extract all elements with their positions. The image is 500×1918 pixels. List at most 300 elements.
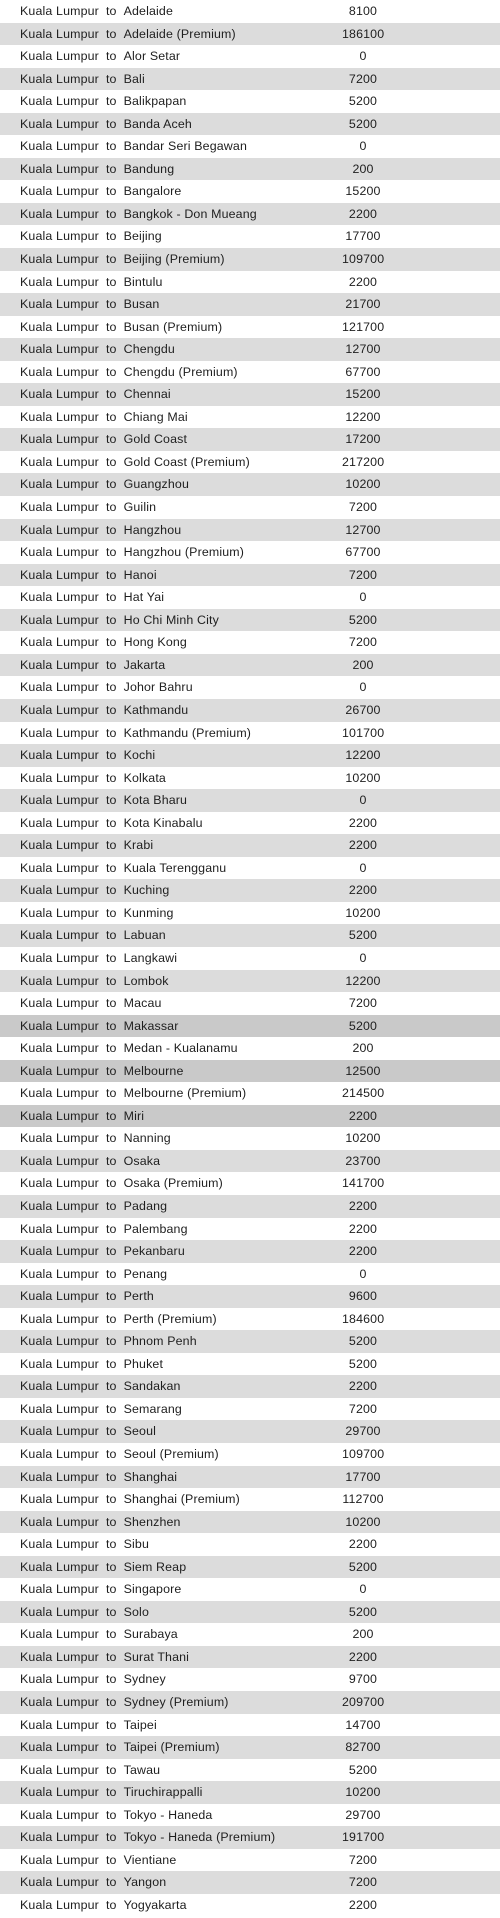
route-cell xyxy=(0,473,342,496)
value-cell: 17700 xyxy=(345,229,381,244)
value-cell: 10200 xyxy=(345,1785,381,1800)
origin-city: Kuala Lumpur xyxy=(20,94,99,109)
origin-city: Kuala Lumpur xyxy=(20,815,99,830)
route-cell xyxy=(0,316,342,339)
origin-city: Kuala Lumpur xyxy=(20,1176,99,1191)
destination-city: Beijing xyxy=(123,229,162,244)
route-cell xyxy=(0,519,342,542)
route-connector: to xyxy=(105,139,117,154)
table-row xyxy=(0,1353,500,1376)
destination-city: Chengdu (Premium) xyxy=(123,364,238,379)
route-cell xyxy=(0,1375,342,1398)
route-connector: to xyxy=(105,793,117,808)
table-row xyxy=(0,1398,500,1421)
destination-city: Busan (Premium) xyxy=(123,319,223,334)
route-connector: to xyxy=(105,1559,117,1574)
destination-city: Kathmandu xyxy=(123,702,189,717)
table-row xyxy=(0,496,500,519)
destination-city: Perth xyxy=(123,1289,154,1304)
table-row xyxy=(0,1082,500,1105)
origin-city: Kuala Lumpur xyxy=(20,770,99,785)
origin-city: Kuala Lumpur xyxy=(20,590,99,605)
destination-city: Singapore xyxy=(123,1582,182,1597)
route-cell xyxy=(0,1060,342,1083)
origin-city: Kuala Lumpur xyxy=(20,297,99,312)
destination-city: Chengdu xyxy=(123,342,175,357)
value-cell: 112700 xyxy=(342,1492,384,1507)
origin-city: Kuala Lumpur xyxy=(20,1740,99,1755)
origin-city: Kuala Lumpur xyxy=(20,1830,99,1845)
route-connector: to xyxy=(105,432,117,447)
route-cell xyxy=(0,1668,342,1691)
destination-city: Sibu xyxy=(123,1537,149,1552)
route-connector: to xyxy=(105,1695,117,1710)
value-cell: 101700 xyxy=(342,725,385,740)
table-row xyxy=(0,0,500,23)
value-cell: 5200 xyxy=(348,116,378,131)
origin-city: Kuala Lumpur xyxy=(20,1627,99,1642)
table-row xyxy=(0,1623,500,1646)
destination-city: Taipei xyxy=(123,1717,157,1732)
destination-city: Melbourne (Premium) xyxy=(123,1086,247,1101)
value-cell: 5200 xyxy=(348,1762,378,1777)
route-connector: to xyxy=(105,71,117,86)
route-cell xyxy=(0,654,342,677)
route-cell xyxy=(0,1082,342,1105)
table-row xyxy=(0,1488,500,1511)
table-row xyxy=(0,23,500,46)
destination-city: Hanoi xyxy=(123,567,157,582)
table-row xyxy=(0,1668,500,1691)
value-cell: 2200 xyxy=(348,1897,378,1912)
destination-city: Osaka (Premium) xyxy=(123,1176,223,1191)
table-row xyxy=(0,338,500,361)
origin-city: Kuala Lumpur xyxy=(20,252,99,267)
destination-city: Kota Kinabalu xyxy=(123,815,203,830)
route-cell xyxy=(0,271,342,294)
origin-city: Kuala Lumpur xyxy=(20,1672,99,1687)
table-row xyxy=(0,1871,500,1894)
table-row xyxy=(0,1060,500,1083)
route-connector: to xyxy=(105,1289,117,1304)
destination-city: Kuala Terengganu xyxy=(123,860,227,875)
route-connector: to xyxy=(105,1041,117,1056)
value-cell: 0 xyxy=(359,680,367,695)
route-cell xyxy=(0,1172,342,1195)
table-row xyxy=(0,834,500,857)
value-cell: 7200 xyxy=(348,567,378,582)
destination-city: Hong Kong xyxy=(123,635,187,650)
origin-city: Kuala Lumpur xyxy=(20,1514,99,1529)
value-cell: 12200 xyxy=(345,973,381,988)
destination-city: Nanning xyxy=(123,1131,171,1146)
value-cell: 10200 xyxy=(345,1514,381,1529)
route-connector: to xyxy=(105,1244,117,1259)
destination-city: Hat Yai xyxy=(123,590,165,605)
origin-city: Kuala Lumpur xyxy=(20,49,99,64)
origin-city: Kuala Lumpur xyxy=(20,500,99,515)
route-cell xyxy=(0,158,342,181)
route-cell xyxy=(0,1804,342,1827)
value-cell: 200 xyxy=(352,657,374,672)
value-cell: 200 xyxy=(352,1041,374,1056)
table-row xyxy=(0,1511,500,1534)
route-cell xyxy=(0,293,342,316)
table-row xyxy=(0,1443,500,1466)
value-cell: 5200 xyxy=(348,612,378,627)
value-cell: 0 xyxy=(359,950,367,965)
value-cell: 23700 xyxy=(345,1153,381,1168)
origin-city: Kuala Lumpur xyxy=(20,1334,99,1349)
route-connector: to xyxy=(105,635,117,650)
value-cell: 2200 xyxy=(348,1221,378,1236)
route-cell xyxy=(0,0,342,23)
route-cell xyxy=(0,992,342,1015)
value-cell: 5200 xyxy=(348,94,378,109)
table-row xyxy=(0,519,500,542)
table-row xyxy=(0,1172,500,1195)
origin-city: Kuala Lumpur xyxy=(20,26,99,41)
route-cell xyxy=(0,1150,342,1173)
origin-city: Kuala Lumpur xyxy=(20,1717,99,1732)
route-cell xyxy=(0,90,342,113)
route-cell xyxy=(0,23,342,46)
table-row xyxy=(0,992,500,1015)
value-cell: 9700 xyxy=(348,1672,378,1687)
value-cell: 5200 xyxy=(348,928,378,943)
destination-city: Taipei (Premium) xyxy=(123,1740,220,1755)
route-connector: to xyxy=(105,1153,117,1168)
table-row xyxy=(0,744,500,767)
table-row xyxy=(0,812,500,835)
destination-city: Palembang xyxy=(123,1221,188,1236)
destination-city: Bangalore xyxy=(123,184,182,199)
value-cell: 2200 xyxy=(348,1108,378,1123)
route-cell xyxy=(0,1353,342,1376)
value-cell: 0 xyxy=(359,1266,367,1281)
origin-city: Kuala Lumpur xyxy=(20,409,99,424)
value-cell: 21700 xyxy=(345,297,381,312)
value-cell: 10200 xyxy=(345,477,381,492)
origin-city: Kuala Lumpur xyxy=(20,184,99,199)
route-cell xyxy=(0,406,342,429)
table-row xyxy=(0,789,500,812)
value-cell: 0 xyxy=(359,860,367,875)
route-connector: to xyxy=(105,1740,117,1755)
origin-city: Kuala Lumpur xyxy=(20,928,99,943)
destination-city: Adelaide (Premium) xyxy=(123,26,236,41)
value-cell: 2200 xyxy=(348,815,378,830)
table-row xyxy=(0,1308,500,1331)
destination-city: Miri xyxy=(123,1108,145,1123)
route-connector: to xyxy=(105,1176,117,1191)
table-row xyxy=(0,1375,500,1398)
destination-city: Yangon xyxy=(123,1875,167,1890)
destination-city: Shanghai xyxy=(123,1469,178,1484)
destination-city: Melbourne xyxy=(123,1063,184,1078)
destination-city: Perth (Premium) xyxy=(123,1311,217,1326)
origin-city: Kuala Lumpur xyxy=(20,1266,99,1281)
value-cell: 26700 xyxy=(345,702,381,717)
value-cell: 12200 xyxy=(345,748,381,763)
route-connector: to xyxy=(105,567,117,582)
table-row xyxy=(0,654,500,677)
route-connector: to xyxy=(105,1852,117,1867)
destination-city: Medan - Kualanamu xyxy=(123,1041,238,1056)
origin-city: Kuala Lumpur xyxy=(20,364,99,379)
route-cell xyxy=(0,45,342,68)
origin-city: Kuala Lumpur xyxy=(20,860,99,875)
route-connector: to xyxy=(105,161,117,176)
route-cell xyxy=(0,383,342,406)
destination-city: Hangzhou (Premium) xyxy=(123,545,245,560)
route-connector: to xyxy=(105,905,117,920)
route-cell xyxy=(0,924,342,947)
route-connector: to xyxy=(105,612,117,627)
value-cell: 12200 xyxy=(345,409,381,424)
route-connector: to xyxy=(105,1266,117,1281)
route-cell xyxy=(0,1826,342,1849)
route-connector: to xyxy=(105,274,117,289)
route-cell xyxy=(0,699,342,722)
table-row xyxy=(0,428,500,451)
destination-city: Bangkok - Don Mueang xyxy=(123,206,257,221)
destination-city: Bandung xyxy=(123,161,175,176)
route-connector: to xyxy=(105,1830,117,1845)
table-row xyxy=(0,113,500,136)
route-connector: to xyxy=(105,1356,117,1371)
route-cell xyxy=(0,1533,342,1556)
route-connector: to xyxy=(105,996,117,1011)
table-row xyxy=(0,451,500,474)
route-connector: to xyxy=(105,725,117,740)
origin-city: Kuala Lumpur xyxy=(20,1198,99,1213)
origin-city: Kuala Lumpur xyxy=(20,161,99,176)
destination-city: Bandar Seri Begawan xyxy=(123,139,247,154)
table-row xyxy=(0,767,500,790)
route-connector: to xyxy=(105,1604,117,1619)
table-row xyxy=(0,1714,500,1737)
route-cell xyxy=(0,1849,342,1872)
origin-city: Kuala Lumpur xyxy=(20,1379,99,1394)
route-cell xyxy=(0,68,342,91)
origin-city: Kuala Lumpur xyxy=(20,1582,99,1597)
destination-city: Shenzhen xyxy=(123,1514,181,1529)
route-connector: to xyxy=(105,1424,117,1439)
destination-city: Krabi xyxy=(123,838,154,853)
destination-city: Pekanbaru xyxy=(123,1244,185,1259)
route-connector: to xyxy=(105,1514,117,1529)
origin-city: Kuala Lumpur xyxy=(20,274,99,289)
route-connector: to xyxy=(105,883,117,898)
origin-city: Kuala Lumpur xyxy=(20,342,99,357)
route-connector: to xyxy=(105,454,117,469)
value-cell: 141700 xyxy=(342,1176,385,1191)
value-cell: 109700 xyxy=(342,1447,385,1461)
table-row xyxy=(0,1105,500,1128)
destination-city: Penang xyxy=(123,1266,168,1281)
table-row xyxy=(0,1736,500,1759)
route-cell xyxy=(0,1781,342,1804)
destination-city: Osaka xyxy=(123,1153,161,1168)
origin-city: Kuala Lumpur xyxy=(20,522,99,537)
destination-city: Beijing (Premium) xyxy=(123,252,225,267)
route-connector: to xyxy=(105,1717,117,1732)
origin-city: Kuala Lumpur xyxy=(20,680,99,695)
table-row xyxy=(0,1466,500,1489)
value-cell: 2200 xyxy=(348,1244,378,1259)
value-cell: 14700 xyxy=(345,1717,381,1732)
destination-city: Bali xyxy=(123,71,145,86)
table-row xyxy=(0,1150,500,1173)
route-connector: to xyxy=(105,4,117,18)
destination-city: Padang xyxy=(123,1198,168,1213)
route-connector: to xyxy=(105,590,117,605)
value-cell: 29700 xyxy=(345,1807,381,1822)
value-cell: 10200 xyxy=(345,905,381,920)
route-cell xyxy=(0,361,342,384)
route-cell xyxy=(0,428,342,451)
route-cell xyxy=(0,1714,342,1737)
table-row xyxy=(0,1601,500,1624)
value-cell: 121700 xyxy=(342,319,385,334)
table-row xyxy=(0,1691,500,1714)
route-cell xyxy=(0,1240,342,1263)
table-row xyxy=(0,135,500,158)
origin-city: Kuala Lumpur xyxy=(20,229,99,244)
table-row xyxy=(0,1759,500,1782)
origin-city: Kuala Lumpur xyxy=(20,1131,99,1146)
destination-city: Busan xyxy=(123,297,160,312)
value-cell: 2200 xyxy=(348,1649,378,1664)
origin-city: Kuala Lumpur xyxy=(20,635,99,650)
route-connector: to xyxy=(105,116,117,131)
value-cell: 0 xyxy=(359,49,367,64)
route-connector: to xyxy=(105,1108,117,1123)
table-row xyxy=(0,473,500,496)
table-row xyxy=(0,857,500,880)
value-cell: 29700 xyxy=(345,1424,381,1439)
route-connector: to xyxy=(105,860,117,875)
origin-city: Kuala Lumpur xyxy=(20,1041,99,1056)
table-row xyxy=(0,1127,500,1150)
value-cell: 191700 xyxy=(342,1830,385,1845)
route-connector: to xyxy=(105,1379,117,1394)
route-cell xyxy=(0,1511,342,1534)
value-cell: 9600 xyxy=(348,1289,378,1304)
origin-city: Kuala Lumpur xyxy=(20,1537,99,1552)
table-row xyxy=(0,45,500,68)
route-cell xyxy=(0,225,342,248)
destination-city: Sydney xyxy=(123,1672,166,1687)
destination-city: Balikpapan xyxy=(123,94,187,109)
destination-city: Banda Aceh xyxy=(123,116,192,131)
route-cell xyxy=(0,767,342,790)
route-connector: to xyxy=(105,364,117,379)
value-cell: 2200 xyxy=(348,1537,378,1552)
origin-city: Kuala Lumpur xyxy=(20,1244,99,1259)
table-row xyxy=(0,1015,500,1038)
origin-city: Kuala Lumpur xyxy=(20,1469,99,1484)
destination-city: Langkawi xyxy=(123,950,178,965)
route-connector: to xyxy=(105,545,117,560)
route-cell xyxy=(0,1646,342,1669)
route-cell xyxy=(0,113,342,136)
route-cell xyxy=(0,1218,342,1241)
origin-city: Kuala Lumpur xyxy=(20,432,99,447)
value-cell: 0 xyxy=(359,793,367,808)
route-cell xyxy=(0,722,342,745)
route-cell xyxy=(0,1736,342,1759)
value-cell: 8100 xyxy=(348,4,378,18)
table-row xyxy=(0,1849,500,1872)
table-row xyxy=(0,609,500,632)
value-cell: 7200 xyxy=(348,500,378,515)
destination-city: Siem Reap xyxy=(123,1559,187,1574)
origin-city: Kuala Lumpur xyxy=(20,702,99,717)
route-cell xyxy=(0,1578,342,1601)
destination-city: Phuket xyxy=(123,1356,164,1371)
value-cell: 12700 xyxy=(345,522,381,537)
route-connector: to xyxy=(105,1401,117,1416)
value-cell: 200 xyxy=(352,161,374,176)
origin-city: Kuala Lumpur xyxy=(20,567,99,582)
route-cell xyxy=(0,1759,342,1782)
table-row xyxy=(0,248,500,271)
route-cell xyxy=(0,248,342,271)
route-cell xyxy=(0,744,342,767)
value-cell: 17700 xyxy=(345,1469,381,1484)
route-cell xyxy=(0,1263,342,1286)
destination-city: Sydney (Premium) xyxy=(123,1695,229,1710)
origin-city: Kuala Lumpur xyxy=(20,1108,99,1123)
destination-city: Tokyo - Haneda (Premium) xyxy=(123,1830,276,1845)
origin-city: Kuala Lumpur xyxy=(20,748,99,763)
destination-city: Solo xyxy=(123,1604,149,1619)
value-cell: 186100 xyxy=(342,26,385,41)
route-cell xyxy=(0,857,342,880)
route-cell xyxy=(0,834,342,857)
route-connector: to xyxy=(105,770,117,785)
route-connector: to xyxy=(105,1198,117,1213)
route-connector: to xyxy=(105,522,117,537)
route-cell xyxy=(0,1894,342,1917)
route-connector: to xyxy=(105,229,117,244)
value-cell: 214500 xyxy=(342,1086,385,1101)
table-row xyxy=(0,699,500,722)
origin-city: Kuala Lumpur xyxy=(20,71,99,86)
table-row xyxy=(0,1420,500,1443)
origin-city: Kuala Lumpur xyxy=(20,1897,99,1912)
origin-city: Kuala Lumpur xyxy=(20,1063,99,1078)
route-connector: to xyxy=(105,1875,117,1890)
destination-city: Phnom Penh xyxy=(123,1334,197,1349)
value-cell: 67700 xyxy=(345,364,381,379)
origin-city: Kuala Lumpur xyxy=(20,1785,99,1800)
value-cell: 5200 xyxy=(348,1018,378,1033)
destination-city: Alor Setar xyxy=(123,49,181,64)
route-connector: to xyxy=(105,1447,117,1461)
value-cell: 2200 xyxy=(348,1379,378,1394)
table-row xyxy=(0,293,500,316)
route-connector: to xyxy=(105,973,117,988)
origin-city: Kuala Lumpur xyxy=(20,545,99,560)
origin-city: Kuala Lumpur xyxy=(20,454,99,469)
route-connector: to xyxy=(105,206,117,221)
table-row xyxy=(0,1285,500,1308)
origin-city: Kuala Lumpur xyxy=(20,139,99,154)
route-connector: to xyxy=(105,1311,117,1326)
